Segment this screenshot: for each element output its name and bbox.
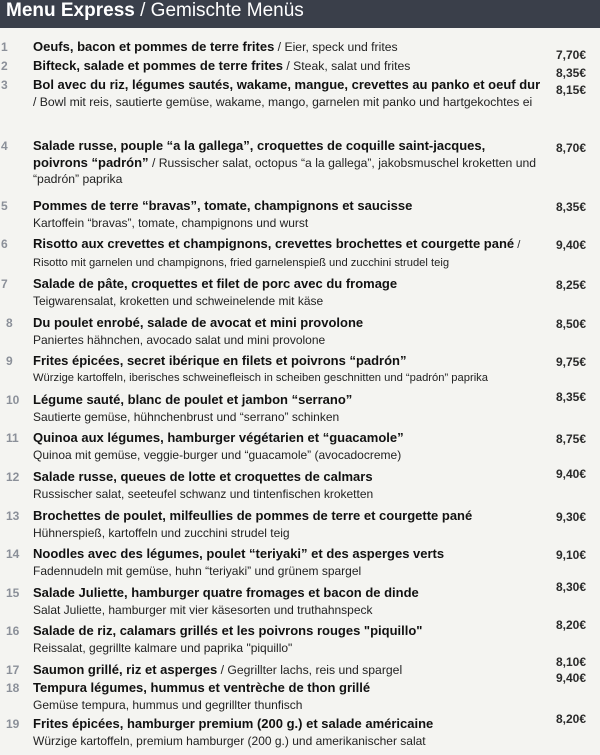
item-name-de: Paniertes hähnchen, avocado salat und mini provolone [33,332,326,347]
item-number: 17 [6,663,20,677]
item-number: 1 [1,40,8,54]
item-number: 6 [1,237,8,251]
item-number: 2 [1,59,8,73]
item-description [33,39,541,56]
item-number: 11 [6,431,19,445]
item-price: 9,10€ [555,548,586,562]
item-number: 8 [6,316,13,330]
item-name-fr: Pommes de terre “bravas”, tomate, champignons et saucisse [33,198,413,213]
item-price: 8,50€ [555,317,586,331]
menu-subtitle: / Gemischte Menüs [134,0,304,21]
item-name-de: / Bowl mit reis, sautierte gemüse, wakame, mango, garnelen mit panko und hartgekochtes ei [33,94,533,109]
item-description [33,716,541,749]
item-name-fr: Oeufs, bacon et pommes de terre frites [33,39,275,54]
item-number: 7 [1,277,8,291]
item-name-fr: Légume sauté, blanc de poulet et jambon “serrano” [33,392,353,407]
item-number: 18 [6,681,20,695]
item-description [33,353,553,386]
item-description [33,662,541,679]
item-description [33,546,553,579]
item-name-fr: Bol avec du riz, légumes sautés, wakame, mangue, crevettes au panko et oeuf dur [33,77,541,92]
item-name-de: / Risotto mit garnelen und champignons, fried garnelenspieß und zucchini strudel teig [33,239,521,269]
item-name-de: Sautierte gemüse, hühnchenbrust und “serrano” schinken [33,409,340,424]
item-name-de: / Russischer salat, octopus “a la gallega”, jakobsmuschel kroketten und “padrón” paprika [33,155,537,186]
item-price: 9,40€ [555,467,586,481]
item-price: 8,30€ [555,580,586,594]
item-description [33,623,541,656]
item-name-de: / Steak, salat und frites [283,59,411,73]
item-description [33,508,553,541]
item-name-fr: Salade russe, pouple “a la gallega”, croquettes de coquille saint-jacques, poivrons “padrón” [33,138,486,170]
item-name-fr: Quinoa aux légumes, hamburger végétarien et “guacamole” [33,430,404,445]
item-name-de: Salat Juliette, hamburger mit vier käsesorten und truthahnspeck [33,602,373,617]
item-name-de: Teigwarensalat, kroketten und schweinelende mit käse [33,293,324,308]
item-description [33,138,541,188]
item-price: 8,20€ [555,712,586,726]
item-number: 12 [6,470,20,484]
menu-header [0,0,600,28]
item-name-fr: Tempura légumes, hummus et ventrèche de thon grillé [33,680,371,695]
item-description [33,58,541,75]
item-name-de: Russischer salat, seeteufel schwanz und tintenfischen kroketten [33,486,374,501]
item-price: 8,25€ [555,278,586,292]
item-name-fr: Frites épicées, secret ibérique en filets et poivrons “padrón” [33,353,407,368]
item-name-de: / Eier, speck und frites [274,40,398,54]
item-description [33,585,541,618]
item-name-de: Reissalat, gegrillte kalmare und paprika "piquillo" [33,640,293,655]
item-price: 8,75€ [555,432,586,446]
item-number: 14 [6,547,20,561]
item-number: 10 [6,393,20,407]
item-description [33,680,541,713]
item-price: 8,15€ [555,83,586,97]
item-name-fr: Frites épicées, hamburger premium (200 g.) et salade américaine [33,716,434,731]
item-name-de: Würzige kartoffeln, iberisches schweinefleisch in scheiben geschnitten und “padrón” paprika [33,371,488,384]
item-name-fr: Saumon grillé, riz et asperges [33,662,218,677]
item-price: 8,70€ [555,141,586,155]
item-number: 5 [1,199,8,213]
item-name-fr: Risotto aux crevettes et champignons, crevettes brochettes et courgette pané [33,236,515,251]
item-name-fr: Bifteck, salade et pommes de terre frites [33,58,283,73]
item-price: 9,40€ [555,671,586,685]
item-number: 9 [6,354,13,368]
item-price: 9,75€ [555,355,586,369]
item-name-de: Hühnerspieß, kartoffeln und zucchini strudel teig [33,525,290,540]
item-name-fr: Salade de riz, calamars grillés et les poivrons rouges "piquillo" [33,623,423,638]
item-price: 9,30€ [555,510,586,524]
item-name-de: Gemüse tempura, hummus und gegrillter thunfisch [33,697,303,712]
item-price: 7,70€ [555,48,586,62]
item-number: 13 [6,509,20,523]
item-name-de: Quinoa mit gemüse, veggie-burger und “guacamole” (avocadocreme) [33,447,402,462]
item-name-fr: Salade de pâte, croquettes et filet de porc avec du fromage [33,276,398,291]
item-name-de: Würzige kartoffeln, premium hamburger (200 g.) und amerikanischer salat [33,733,426,748]
item-name-fr: Salade russe, queues de lotte et croquettes de calmars [33,469,373,484]
item-name-de: Fadennudeln mit gemüse, huhn “teriyaki” und grünem spargel [33,563,362,578]
item-name-fr: Noodles avec des légumes, poulet “teriyaki” et des asperges verts [33,546,445,561]
item-description [33,392,541,425]
item-price: 8,35€ [555,390,586,404]
item-description [33,198,541,231]
item-price: 8,10€ [555,655,586,669]
item-name-de: Kartoffein “bravas”, tomate, champignons und wurst [33,215,309,230]
item-number: 16 [6,624,20,638]
item-description [33,276,541,309]
item-description [33,469,541,502]
item-name-fr: Du poulet enrobé, salade de avocat et mini provolone [33,315,364,330]
item-price: 9,40€ [555,238,586,252]
item-name-fr: Brochettes de poulet, milfeullies de pommes de terre et courgette pané [33,508,473,523]
item-description [33,315,541,348]
item-description [33,236,553,271]
item-number: 15 [6,586,20,600]
item-price: 8,35€ [555,66,586,80]
item-description [33,430,541,463]
item-name-fr: Salade Juliette, hamburger quatre fromages et bacon de dinde [33,585,419,600]
item-number: 19 [6,717,20,731]
menu-title: Menu Express [6,0,135,21]
item-price: 8,20€ [555,618,586,632]
item-number: 3 [1,78,8,92]
item-description [33,77,541,110]
item-name-de: / Gegrillter lachs, reis und spargel [217,663,403,677]
item-number: 4 [1,139,8,153]
item-price: 8,35€ [555,200,586,214]
